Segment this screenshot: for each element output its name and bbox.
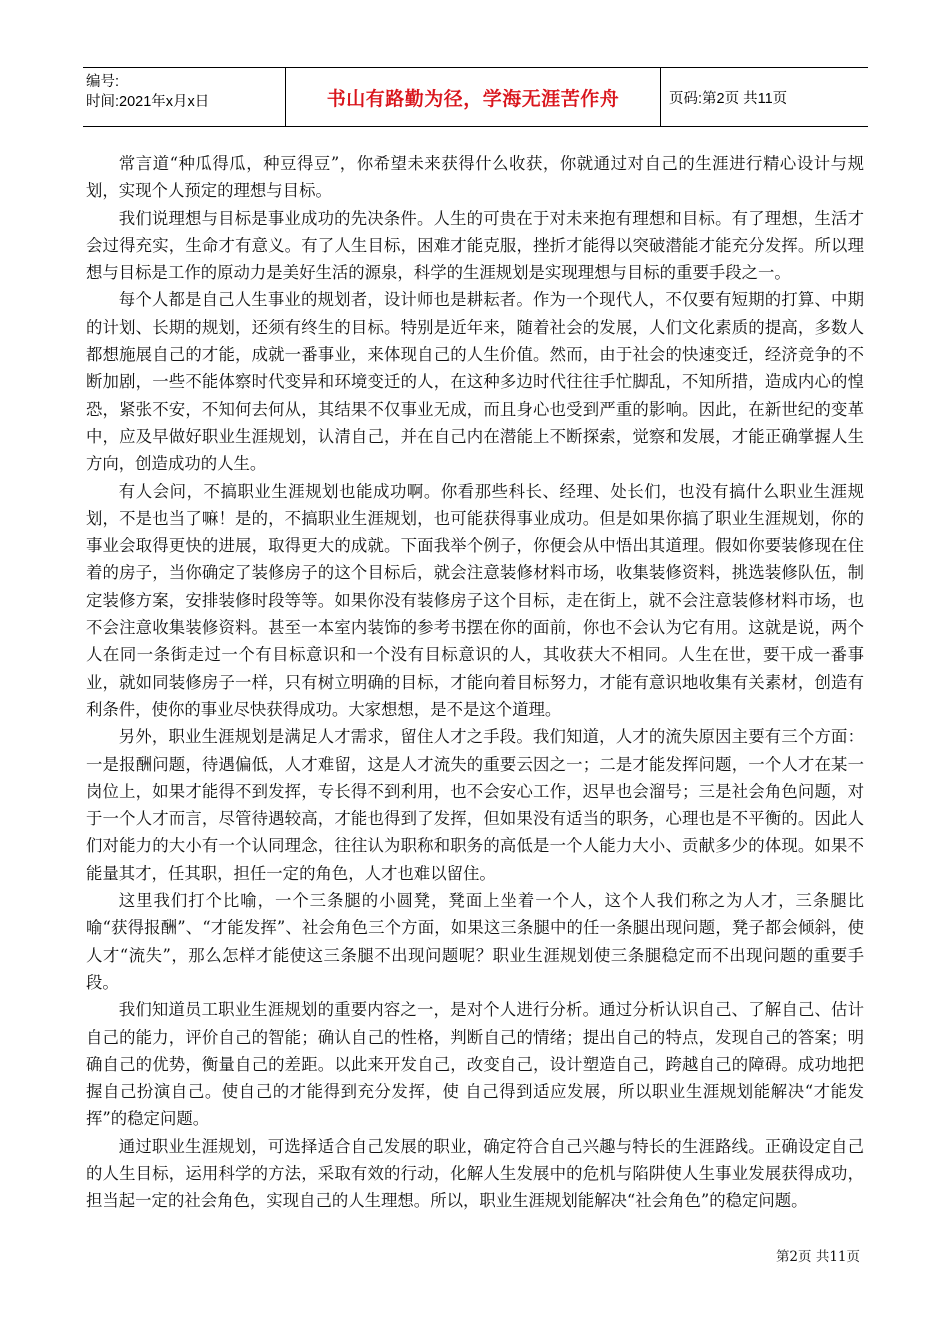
paragraph: 我们知道员工职业生涯规划的重要内容之一，是对个人进行分析。通过分析认识自己、了解自己、估计自己的能力，评价自己的智能；确认自己的性格，判断自己的情绪；提出自己的特点，发现自己的答案；明确自己的优势，衡量自己的差距。以此来开发自己，改变自己，设计塑造自己，跨越自己的障碍。成功地把握自己扮演自己。使自己的才能得到充分发挥，使 自己得到适应发展，所以职业生涯规划能解决“才能发挥”的稳定问题。 xyxy=(86,1000,864,1129)
paragraph: 通过职业生涯规划，可选择适合自己发展的职业，确定符合自己兴趣与特长的生涯路线。正确设定自己的人生目标，运用科学的方法，采取有效的行动，化解人生发展中的危机与陷阱使人生事业发展获得成功，担当起一定的社会角色，实现自己的人生理想。所以，职业生涯规划能解决“社会角色”的稳定问题。 xyxy=(86,1136,864,1211)
paragraph: 我们说理想与目标是事业成功的先决条件。人生的可贵在于对未来抱有理想和目标。有了理想，生活才会过得充实，生命才有意义。有了人生目标，困难才能克服，挫折才能得以突破潜能才能充分发挥。所以理想与目标是工作的原动力是美好生活的源泉，科学的生涯规划是实现理想与目标的重要手段之一。 xyxy=(86,208,864,283)
page-footer: 第2页 共11页 xyxy=(775,1249,860,1265)
paragraph: 这里我们打个比喻，一个三条腿的小圆凳，凳面上坐着一个人，这个人我们称之为人才，三条腿比喻“获得报酬”、“才能发挥”、社会角色三个方面，如果这三条腿中的任一条腿出现问题，凳子都会倾斜，使人才“流失”，那么怎样才能使这三条腿不出现问题呢？职业生涯规划使三条腿稳定而不出现问题的重要手段。 xyxy=(86,891,864,992)
document-number-label: 编号: xyxy=(86,74,120,90)
paragraph: 另外，职业生涯规划是满足人才需求，留住人才之手段。我们知道，人才的流失原因主要有三个方面：一是报酬问题，待遇偏低，人才难留，这是人才流失的重要云因之一；二是才能发挥问题，一个人才在某一岗位上，如果才能得不到发挥，专长得不到利用，也不会安心工作，迟早也会溜号；三是社会角色问题，对于一个人才而言，尽管待遇较高，才能也得到了发挥，但如果没有适当的职务，心理也是不平衡的。因此人们对能力的大小有一个认同理念，往往认为职称和职务的高低是一个人能力大小、贡献多少的体现。如果不能量其才，任其职，担任一定的角色，人才也难以留住。 xyxy=(86,727,864,883)
paragraph: 每个人都是自己人生事业的规划者，设计师也是耕耘者。作为一个现代人，不仅要有短期的打算、中期的计划、长期的规划，还须有终生的目标。特别是近年来，随着社会的发展，人们文化素质的提高，多数人都想施展自己的才能，成就一番事业，来体现自己的人生价值。然而，由于社会的快速变迁，经济竞争的不断加剧，一些不能体察时代变异和环境变迁的人，在这种多边时代往往手忙脚乱，不知所措，造成内心的惶恐，紧张不安，不知何去何从，其结果不仅事业无成，而且身心也受到严重的影响。因此，在新世纪的变革中，应及早做好职业生涯规划，认清自己，并在自己内在潜能上不断探索，觉察和发展，才能正确掌握人生方向，创造成功的人生。 xyxy=(86,290,864,474)
paragraph: 有人会问，不搞职业生涯规划也能成功啊。你看那些科长、经理、处长们，也没有搞什么职业生涯规划，不是也当了嘛！是的，不搞职业生涯规划，也可能获得事业成功。但是如果你搞了职业生涯规划，你的事业会取得更快的进展，取得更大的成就。下面我举个例子，你便会从中悟出其道理。假如你要装修现在住着的房子，当你确定了装修房子的这个目标后，就会注意装修材料市场，收集装修资料，挑选装修队伍，制定装修方案，安排装修时段等等。如果你没有装修房子这个目标，走在街上，就不会注意装修材料市场，也不会注意收集装修资料。甚至一本室内装饰的参考书摆在你的面前，你也不会认为它有用。这就是说，两个人在同一条街走过一个有目标意识和一个没有目标意识的人，其收获大不相同。人生在世，要干成一番事业，就如同装修房子一样，只有树立明确的目标，才能向着目标努力，才能有意识地收集有关素材，创造有利条件，使你的事业尽快获得成功。大家想想，是不是这个道理。 xyxy=(86,481,864,719)
document-time-label: 时间:2021年x月x日 xyxy=(86,94,210,110)
document-body xyxy=(86,150,864,1215)
page-header xyxy=(83,67,868,127)
header-meta xyxy=(83,68,285,126)
header-motto: 书山有路勤为径，学海无涯苦作舟 xyxy=(285,68,661,126)
header-page-number: 页码:第2页 共11页 xyxy=(669,90,788,107)
paragraph: 常言道“种瓜得瓜，种豆得豆”，你希望未来获得什么收获，你就通过对自己的生涯进行精心设计与规划，实现个人预定的理想与目标。 xyxy=(86,154,864,201)
